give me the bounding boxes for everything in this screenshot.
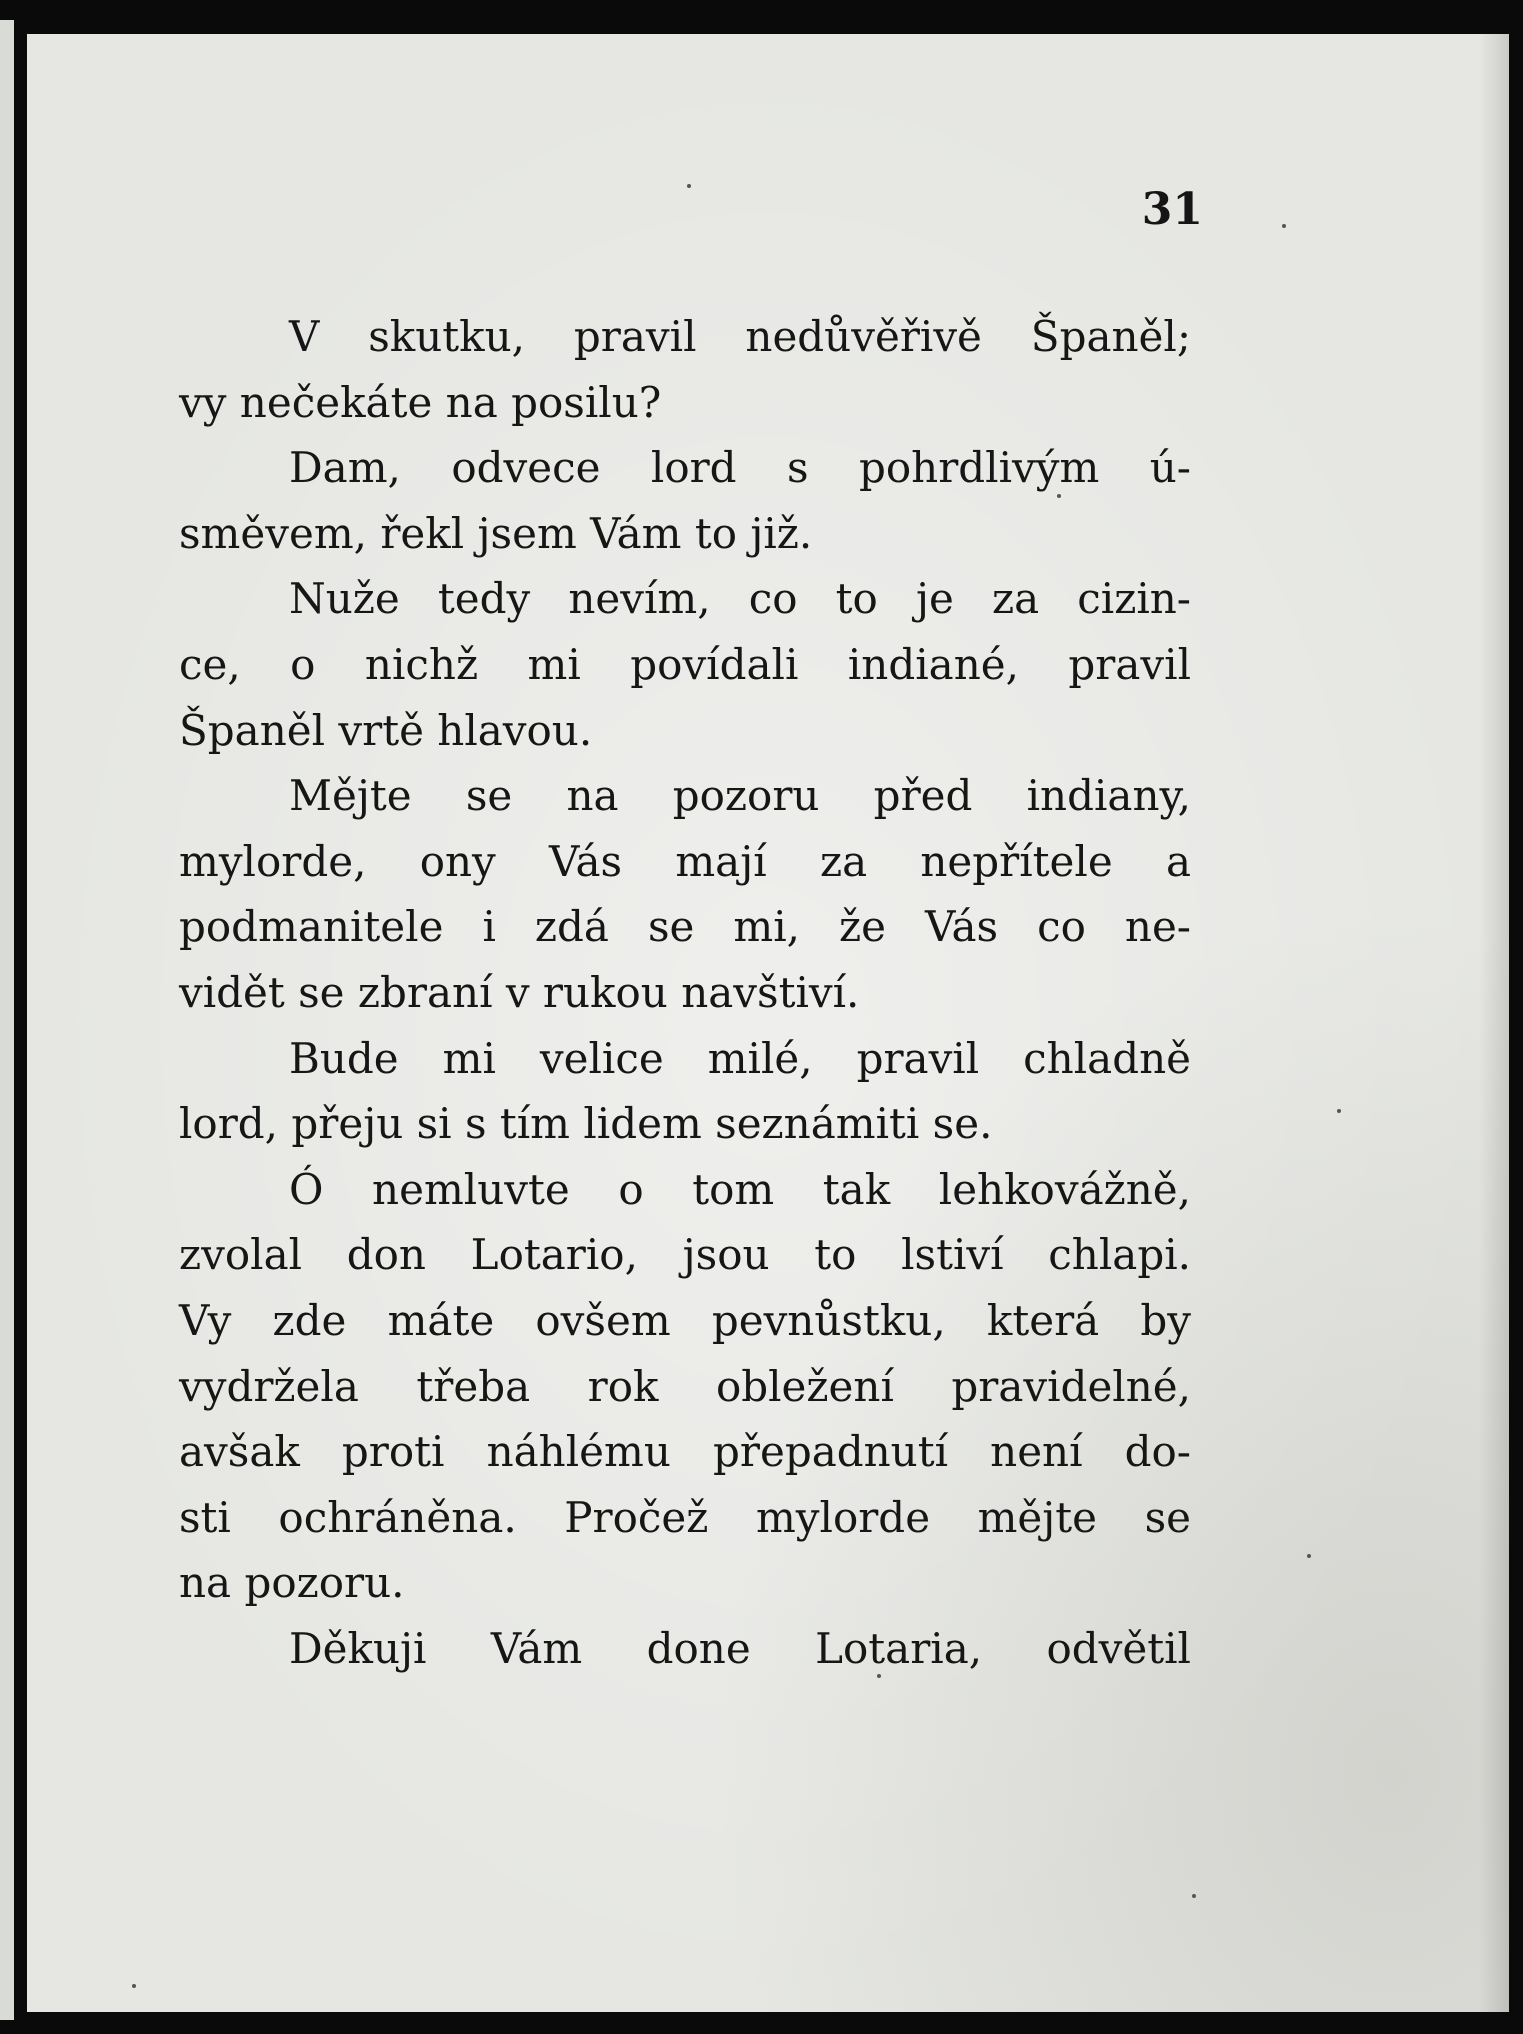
text-line: ce, o nichž mi povídali indiané, pravil (179, 639, 1191, 689)
scan-speck (1282, 224, 1286, 228)
text-line: Vy zde máte ovšem pevnůstku, která by (179, 1295, 1191, 1345)
text-line: na pozoru. (179, 1558, 405, 1608)
text-line: vy nečekáte na posilu? (179, 377, 662, 427)
adjacent-page-edge (0, 20, 14, 2020)
scan-speck (687, 184, 691, 188)
text-line: Dam, odvece lord s pohrdlivým ú- (289, 443, 1191, 493)
text-line: Ó nemluvte o tom tak lehkovážně, (289, 1164, 1191, 1214)
scan-speck (1307, 1554, 1311, 1558)
text-line: mylorde, ony Vás mají za nepřítele a (179, 836, 1191, 886)
text-line: Mějte se na pozoru před indiany, (289, 771, 1191, 821)
scan-speck (132, 1984, 136, 1988)
text-line: Děkuji Vám done Lotaria, odvětil (289, 1623, 1191, 1673)
text-line: vydržela třeba rok obležení pravidelné, (179, 1361, 1191, 1411)
text-line: vidět se zbraní v rukou navštiví. (179, 967, 860, 1017)
text-line: Nuže tedy nevím, co to je za cizin- (289, 574, 1191, 624)
text-line: V skutku, pravil nedůvěřivě Španěl; (289, 312, 1191, 361)
text-line: avšak proti náhlému přepadnutí není do- (179, 1427, 1191, 1477)
scan-speck (1192, 1894, 1196, 1898)
book-page (27, 34, 1509, 2012)
scan-speck (1057, 494, 1061, 498)
text-line: zvolal don Lotario, jsou to lstiví chlapi. (179, 1230, 1191, 1280)
page-edge-shadow (1479, 34, 1509, 2012)
text-line: sti ochráněna. Pročež mylorde mějte se (179, 1492, 1191, 1542)
scan-speck (1337, 1109, 1341, 1113)
text-line: podmanitele i zdá se mi, že Vás co ne- (179, 902, 1191, 952)
text-line: Bude mi velice milé, pravil chladně (289, 1033, 1191, 1083)
text-line: lord, přeju si s tím lidem seznámiti se. (179, 1099, 993, 1149)
page-body-text (179, 304, 1191, 1681)
page-number: 31 (1141, 184, 1203, 235)
text-line: směvem, řekl jsem Vám to již. (179, 508, 813, 558)
scan-speck (877, 1674, 881, 1678)
text-line: Španěl vrtě hlavou. (179, 705, 593, 755)
